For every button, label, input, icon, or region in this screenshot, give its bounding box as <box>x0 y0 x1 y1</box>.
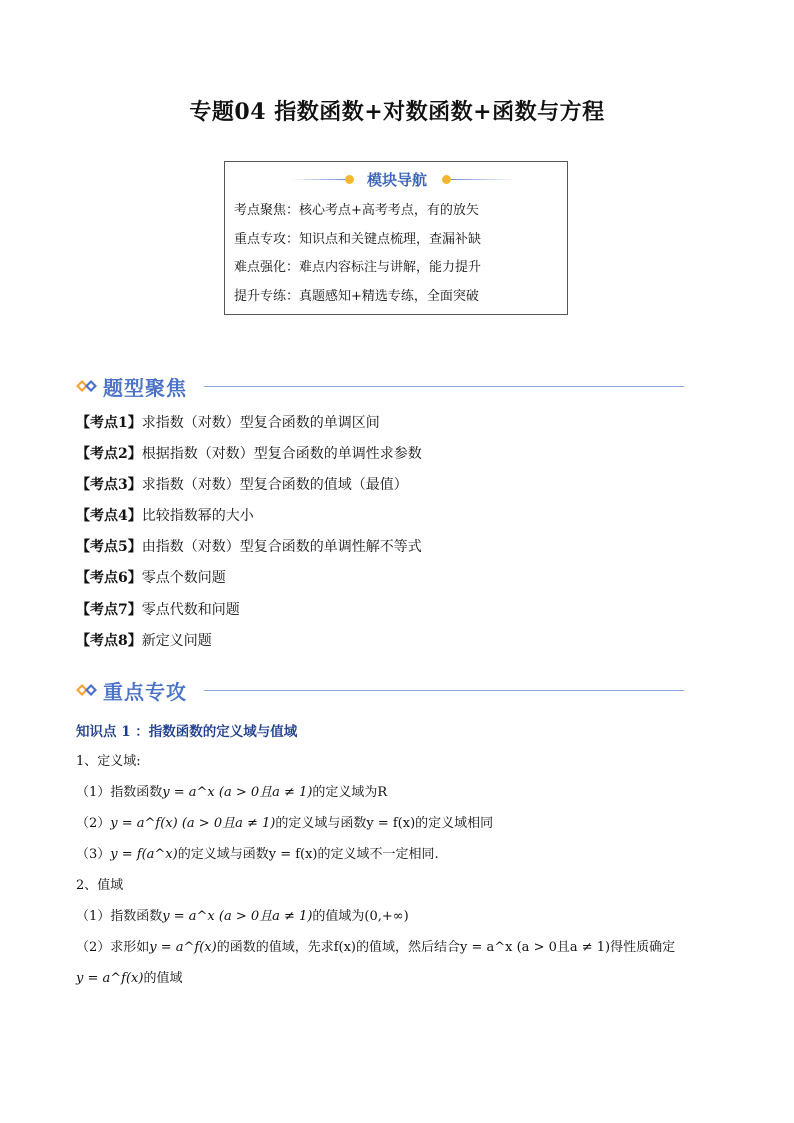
item-prefix: （3） <box>76 847 111 862</box>
item-suffix: 的定义域与函数y = f(x)的定义域不一定相同. <box>177 847 439 862</box>
topic-text: 求指数（对数）型复合函数的单调区间 <box>141 415 380 431</box>
nav-items <box>234 202 481 316</box>
formula: y = f(a^x) <box>110 847 178 862</box>
nav-divider-right <box>451 179 515 180</box>
nav-item: 考点聚焦：核心考点+高考考点，有的放矢 <box>234 203 479 218</box>
list-item <box>76 631 422 662</box>
item-prefix: （1）指数函数 <box>76 909 163 924</box>
topic-text: 比较指数幂的大小 <box>141 508 254 525</box>
list-item <box>76 568 422 599</box>
diamond-icon <box>76 378 98 394</box>
list-item <box>76 600 422 631</box>
page-title: 专题04 指数函数+对数函数+函数与方程 <box>189 99 605 125</box>
nav-divider-left <box>291 179 345 180</box>
section-divider <box>204 386 684 387</box>
nav-item: 难点强化：难点内容标注与讲解，能力提升 <box>234 260 482 275</box>
nav-title: 模块导航 <box>366 171 427 189</box>
section-header-keypoints <box>76 676 686 704</box>
list-item <box>76 506 422 537</box>
topic-tag: 【考点5】 <box>76 539 142 556</box>
topic-text: 新定义问题 <box>141 632 212 649</box>
formula: y = a^x (a > 0且a ≠ 1) <box>162 785 313 800</box>
topic-tag: 【考点6】 <box>76 570 142 587</box>
list-item <box>76 814 706 845</box>
item-suffix: 的函数的值域，先求f(x)的值域，然后结合y = a^x (a > 0且a ≠ 1)得性质确定 <box>216 940 676 955</box>
formula: y = a^f(x) (a > 0且a ≠ 1) <box>110 816 276 831</box>
topic-tag: 【考点3】 <box>76 477 142 494</box>
item-suffix: 的值域为(0,+∞) <box>312 909 409 924</box>
item-prefix: （2） <box>76 816 111 831</box>
topic-text: 零点个数问题 <box>141 570 226 587</box>
formula: y = a^f(x) <box>149 940 217 955</box>
item-prefix: （2）求形如 <box>76 940 150 955</box>
dot-icon <box>442 175 451 184</box>
knowledge-content <box>76 722 706 1000</box>
item-suffix: 的定义域为R <box>312 785 388 800</box>
list-item <box>76 845 706 876</box>
topic-text: 由指数（对数）型复合函数的单调性解不等式 <box>141 539 422 556</box>
list-item <box>76 783 706 814</box>
nav-item: 提升专练：真题感知+精选专练，全面突破 <box>234 288 479 304</box>
subheading: 2、值域 <box>76 878 124 893</box>
formula: y = a^x (a > 0且a ≠ 1) <box>162 909 313 924</box>
section-divider <box>204 690 684 691</box>
list-item <box>76 969 706 1000</box>
list-item <box>76 444 422 475</box>
topic-list <box>76 413 422 662</box>
list-item <box>76 475 422 506</box>
list-item <box>76 537 422 568</box>
topic-text: 零点代数和问题 <box>141 601 240 618</box>
item-suffix: 的定义域与函数y = f(x)的定义域相同 <box>275 816 494 831</box>
section-title: 重点专攻 <box>103 680 187 704</box>
topic-tag: 【考点7】 <box>76 601 142 618</box>
subheading: 1、定义域: <box>76 754 141 769</box>
section-title: 题型聚焦 <box>103 376 187 400</box>
list-item <box>76 413 422 444</box>
topic-tag: 【考点4】 <box>76 508 142 525</box>
item-prefix: （1）指数函数 <box>76 785 163 800</box>
section-header-topics <box>76 372 686 400</box>
topic-text: 根据指数（对数）型复合函数的单调性求参数 <box>141 446 422 463</box>
nav-header <box>225 168 567 190</box>
module-navigation-box <box>224 161 568 315</box>
topic-text: 求指数（对数）型复合函数的值域（最值） <box>141 477 408 494</box>
diamond-icon <box>76 682 98 698</box>
formula: y = a^f(x) <box>76 971 144 986</box>
list-item <box>76 907 706 938</box>
list-item <box>76 938 706 969</box>
topic-tag: 【考点1】 <box>76 415 142 431</box>
nav-item: 重点专攻：知识点和关键点梳理，查漏补缺 <box>234 231 482 247</box>
dot-icon <box>345 175 354 184</box>
topic-tag: 【考点8】 <box>76 632 142 649</box>
item-suffix: 的值域 <box>143 971 183 986</box>
knowledge-point-title: 知识点 1 ：指数函数的定义域与值域 <box>76 724 298 740</box>
topic-tag: 【考点2】 <box>76 446 142 463</box>
